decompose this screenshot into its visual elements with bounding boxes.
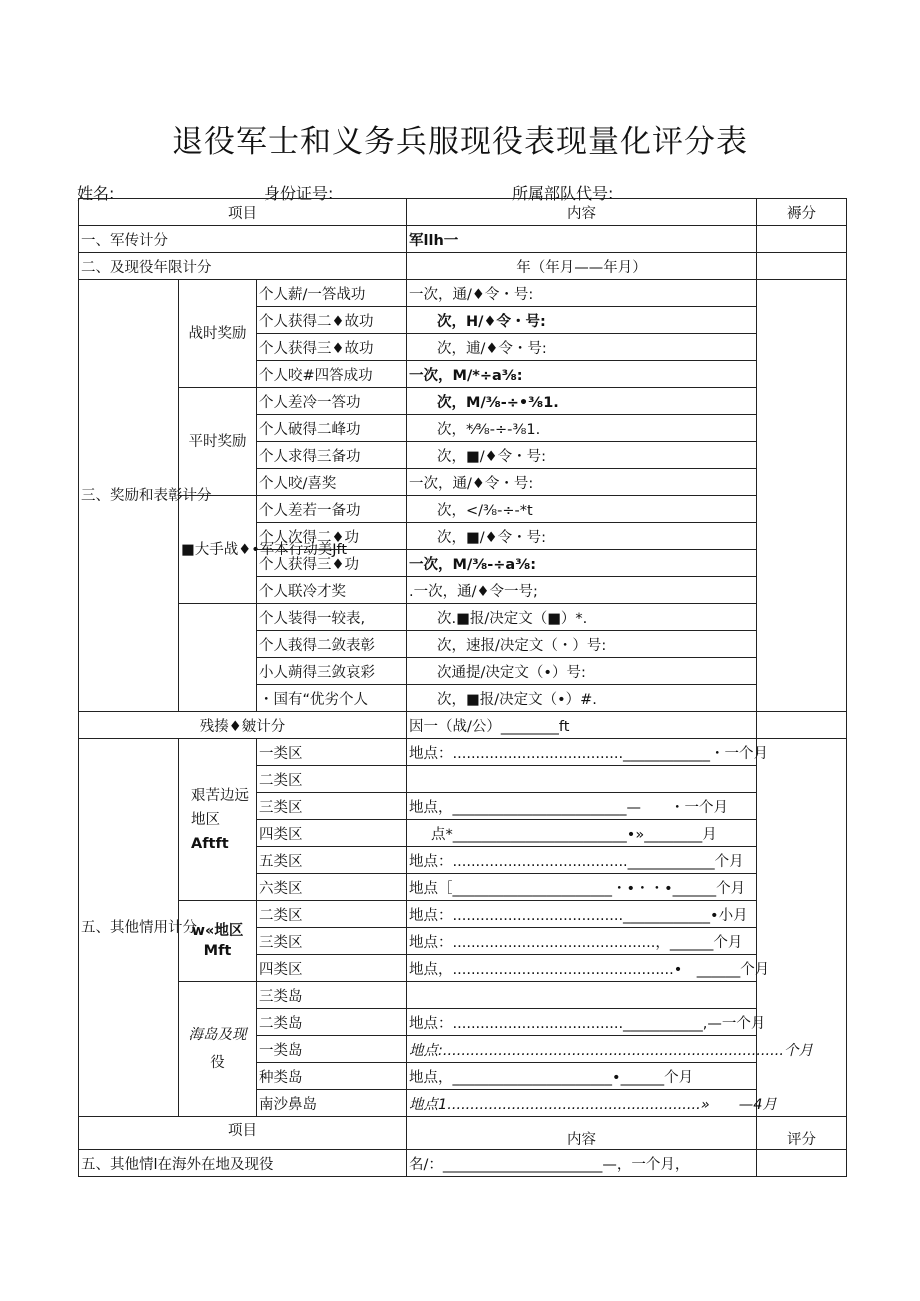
award-content: 次，■报/决定文（•）#.	[407, 685, 757, 712]
section-6-content: 名/：______________________—，一个月，	[407, 1150, 757, 1177]
unit-code-label: 所属部队代号:	[512, 184, 614, 203]
award-item: 小人蒴得三敛哀彩	[257, 658, 407, 685]
island-label-line2: 役	[210, 1055, 225, 1071]
section-5-label: 五、其他情用计分	[79, 739, 179, 1117]
section-4-label: 残揍♦皴计分	[79, 712, 407, 739]
table-row	[79, 388, 847, 415]
island-item: 南沙鼻岛	[257, 1090, 407, 1117]
section-2-label: 二、及现役年限计分	[79, 253, 407, 280]
award-item: 个人咬#四答成功	[257, 361, 407, 388]
award-content: 次，■/♦令・号:	[407, 523, 757, 550]
table-row	[79, 1150, 847, 1177]
island-item: 一类岛	[257, 1036, 407, 1063]
award-item: 个人装得一较表,	[257, 604, 407, 631]
area-item: 四类区	[257, 820, 407, 847]
table-row	[79, 280, 847, 307]
section-4-content: 因一（战/公）________ft	[407, 712, 757, 739]
award-item: 个人咬/喜奖	[257, 469, 407, 496]
island-content: 地点:..........................................................................个月	[407, 1036, 757, 1063]
award-content: 次，■/♦令・号:	[407, 442, 757, 469]
island-content: 地点1.......................................................» —4月	[407, 1090, 757, 1117]
area-item: 三类区	[257, 793, 407, 820]
name-label: 姓名:	[77, 184, 115, 203]
island-content: 地点，______________________•______个月	[407, 1063, 757, 1090]
score-table	[78, 198, 847, 1177]
island-content	[407, 982, 757, 1009]
section-2-content: 年（年月——年月）	[407, 253, 757, 280]
island-label-line1: 海岛及现	[188, 1027, 247, 1043]
header-content: 内容	[407, 199, 757, 226]
award-item: 个人获得三♦故功	[257, 334, 407, 361]
remote-area-label-line2: 地区	[191, 811, 220, 828]
table-row	[79, 901, 847, 928]
award-content: 次，</⅜-÷-*t	[407, 496, 757, 523]
award-item: 个人差冷一答功	[257, 388, 407, 415]
header-score: 褥分	[757, 199, 847, 226]
table-row	[79, 253, 847, 280]
header-score: 评分	[757, 1117, 847, 1150]
section-6-label: 五、其他情l在海外在地及现役	[79, 1150, 407, 1177]
table-row	[79, 982, 847, 1009]
score-cell[interactable]	[757, 280, 847, 712]
area-item: 六类区	[257, 874, 407, 901]
plateau-area-label-line1: w«地区	[191, 923, 244, 939]
area-content: 地点，................................................• ______个月	[407, 955, 757, 982]
table-row	[79, 739, 847, 766]
header-item: 项目	[79, 199, 407, 226]
area-content	[407, 766, 757, 793]
area-item: 一类区	[257, 739, 407, 766]
award-item: 个人联冷才奖	[257, 577, 407, 604]
award-content: 一次，M/*÷a⅜:	[407, 361, 757, 388]
area-content: 地点：.....................................____________・一个月	[407, 739, 757, 766]
score-cell[interactable]	[757, 1150, 847, 1177]
award-item: 个人薪/一答战功	[257, 280, 407, 307]
award-content: 一次，M/⅜-÷a⅜:	[407, 550, 757, 577]
award-content: 一次，通/♦令・号:	[407, 469, 757, 496]
remote-area-label-line3: Aftft	[191, 835, 229, 852]
area-content: 地点：............................................，______个月	[407, 928, 757, 955]
award-item: 个人差若一备功	[257, 496, 407, 523]
section-1-content: 军llh一	[407, 226, 757, 253]
island-item: 二类岛	[257, 1009, 407, 1036]
area-content: 地点：......................................____________个月	[407, 847, 757, 874]
award-item: 个人次得二♦功	[257, 523, 407, 550]
island-item: 种类岛	[257, 1063, 407, 1090]
header-content: 内容	[407, 1117, 757, 1150]
island-label	[179, 982, 257, 1117]
award-content: 次通提/决定文（•）号:	[407, 658, 757, 685]
area-item: 三类区	[257, 928, 407, 955]
area-item: 四类区	[257, 955, 407, 982]
award-content: 次，H/♦令・号:	[407, 307, 757, 334]
table-row	[79, 604, 847, 631]
peacetime-award-label: 平时奖励	[179, 388, 257, 496]
area-item: 二类区	[257, 901, 407, 928]
section-1-label: 一、军传计分	[79, 226, 407, 253]
commendation-label	[179, 604, 257, 712]
score-cell[interactable]	[757, 739, 847, 1117]
award-item: 个人莪得二敛表彰	[257, 631, 407, 658]
id-number-label: 身份证号:	[264, 184, 334, 203]
wartime-award-label: 战时奖励	[179, 280, 257, 388]
area-content: 地点［______________________・•・・•______个月	[407, 874, 757, 901]
score-cell[interactable]	[757, 226, 847, 253]
plateau-area-label-line2: Mft	[203, 943, 232, 959]
table-row	[79, 712, 847, 739]
award-content: 一次，通/♦令・号:	[407, 280, 757, 307]
award-item: 个人获得三♦功	[257, 550, 407, 577]
award-item: ・国有“优劣个人	[257, 685, 407, 712]
award-content: 次，*⁄⅜-÷-⅜1.	[407, 415, 757, 442]
section-3-label: 三、奖励和表彰计分	[79, 280, 179, 712]
table-header-row	[79, 1117, 847, 1150]
remote-area-label-line1: 艰苦边远	[191, 787, 249, 804]
award-content: 次，速报/决定文（・）号:	[407, 631, 757, 658]
area-item: 二类区	[257, 766, 407, 793]
header-item: 项目	[79, 1117, 407, 1150]
table-header-row	[79, 199, 847, 226]
page-title: 退役军士和义务兵服现役表现量化评分表	[172, 124, 748, 160]
remote-area-label	[179, 739, 257, 901]
table-row	[79, 226, 847, 253]
area-content: 地点：.....................................____________•小月	[407, 901, 757, 928]
award-item: 个人获得二♦故功	[257, 307, 407, 334]
area-content: 点*________________________•»________月	[407, 820, 757, 847]
award-content: 次.■报/决定文（■）*.	[407, 604, 757, 631]
plateau-area-label	[179, 901, 257, 982]
award-item: 个人求得三备功	[257, 442, 407, 469]
award-content: .一次，通/♦令一号;	[407, 577, 757, 604]
award-content: 次，逋/♦令・号:	[407, 334, 757, 361]
island-content: 地点：.....................................___________,—一个月	[407, 1009, 757, 1036]
score-cell[interactable]	[757, 253, 847, 280]
military-action-award-label: ■大手战♦•军本行动美Jft	[179, 496, 257, 604]
score-cell[interactable]	[757, 712, 847, 739]
award-item: 个人破得二峰功	[257, 415, 407, 442]
area-item: 五类区	[257, 847, 407, 874]
island-item: 三类岛	[257, 982, 407, 1009]
area-content: 地点，________________________— ・一个月	[407, 793, 757, 820]
award-content: 次，M/⅜-÷•⅜1.	[407, 388, 757, 415]
